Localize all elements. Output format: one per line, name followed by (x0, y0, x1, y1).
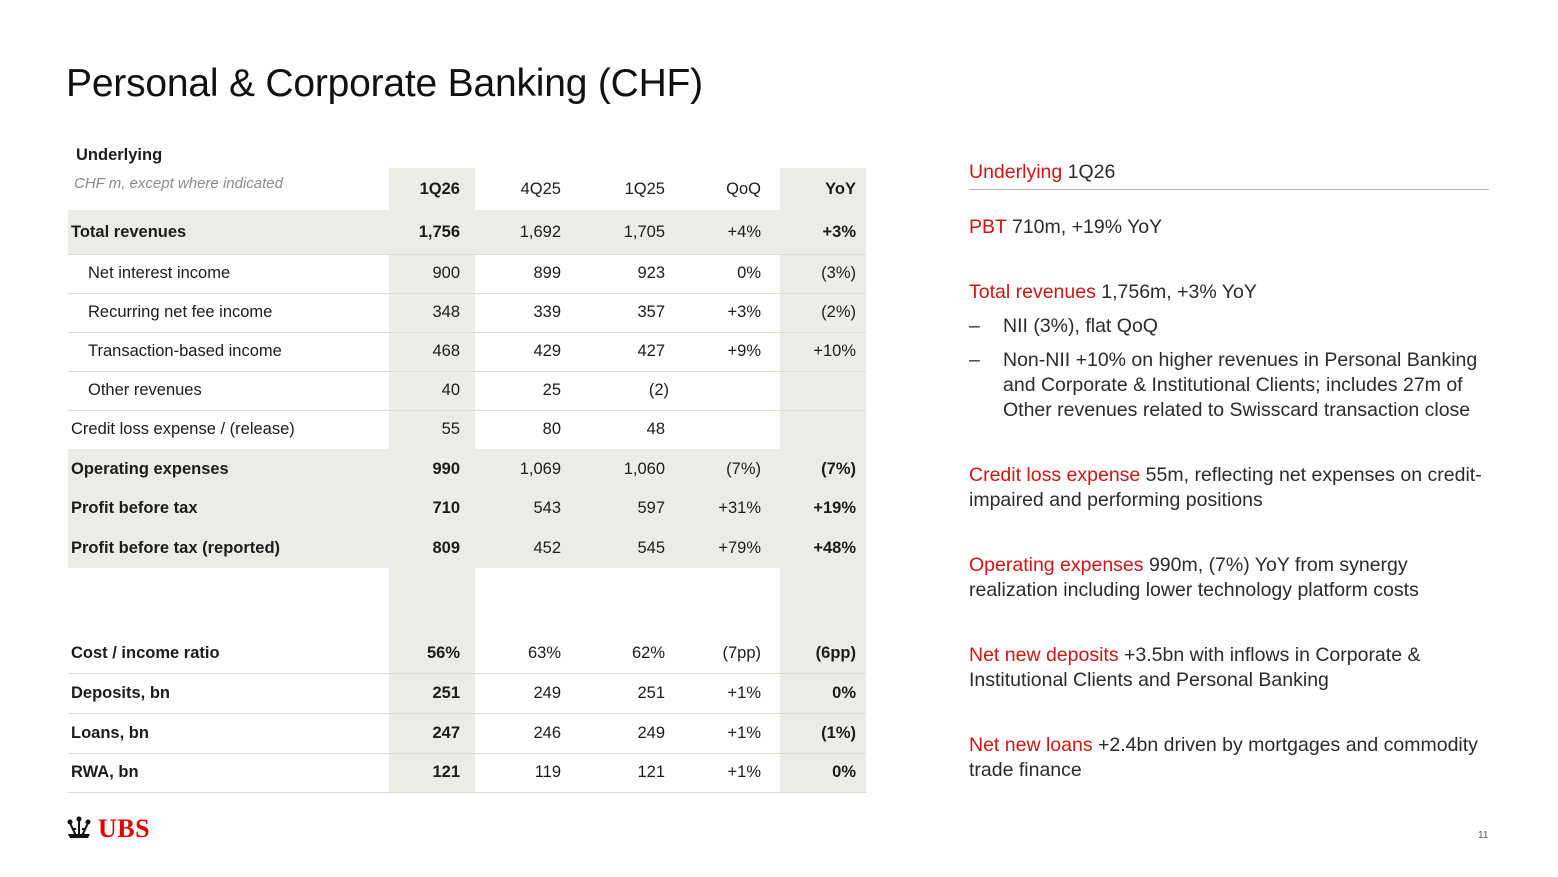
table-row-transaction-based-income (68, 332, 866, 372)
table-row-credit-loss-expense (68, 410, 866, 450)
cell-4q25: 543 (533, 499, 561, 517)
commentary-operating-expenses (969, 553, 1489, 603)
bullet-dash: – (969, 315, 980, 337)
cell-1q25: 923 (637, 264, 665, 282)
cell-qoq: +3% (727, 303, 761, 321)
cell-4q25: 1,069 (519, 459, 561, 478)
cell-1q25: 427 (637, 342, 665, 360)
row-label: Transaction-based income (88, 342, 282, 360)
cell-qoq: (7%) (726, 459, 761, 478)
commentary-credit-loss (969, 463, 1489, 513)
label-red: Credit loss expense (969, 464, 1141, 486)
cell-4q25: 63% (527, 643, 561, 662)
cell-qoq: (7pp) (722, 643, 761, 662)
row-label: Deposits, bn (71, 683, 171, 702)
cell-1q25: 62% (631, 643, 665, 662)
col-header-qoq: QoQ (726, 179, 761, 198)
cell-1q25: (2) (648, 381, 669, 399)
panel-heading (969, 160, 1489, 190)
commentary-panel (969, 160, 1489, 781)
cell-4q25: 452 (533, 538, 561, 557)
table-header-label: Underlying (76, 146, 163, 164)
bullet-text: Non-NII +10% on higher revenues in Personal Banking and Corporate & Institutional Clients; includes 27m of Other revenues related to Swisscard transaction close (1003, 349, 1478, 421)
cell-1q26: 348 (432, 303, 460, 321)
commentary-net-new-deposits (969, 643, 1489, 693)
cell-qoq: +1% (727, 683, 761, 702)
row-label: Total revenues (71, 222, 187, 241)
row-label: Loans, bn (71, 723, 149, 742)
row-label: RWA, bn (71, 763, 139, 781)
table-row-loans (68, 713, 866, 754)
label-text: 55m, reflecting net expenses on credit-impaired and performing positions (969, 464, 1482, 511)
cell-4q25: 429 (533, 342, 561, 360)
keys-icon (64, 814, 94, 844)
cell-4q25: 249 (533, 683, 561, 702)
cell-1q25: 251 (637, 683, 665, 702)
table-row-rwa (68, 753, 866, 793)
cell-1q26: 40 (441, 381, 460, 399)
table-row-cost-income-ratio (68, 633, 866, 674)
cell-1q25: 357 (637, 303, 665, 321)
cell-4q25: 899 (533, 264, 561, 282)
cell-1q26: 251 (432, 683, 460, 702)
cell-yoy (780, 371, 866, 410)
table-row-profit-before-tax (68, 489, 866, 529)
label-text: 990m, (7%) YoY from synergy realization including lower technology platform costs (969, 554, 1419, 601)
cell-4q25: 246 (533, 723, 561, 742)
table-row-operating-expenses (68, 449, 866, 490)
row-label: Cost / income ratio (71, 643, 220, 662)
row-label: Operating expenses (71, 459, 229, 478)
label-text: 1,756m, +3% YoY (1095, 281, 1257, 303)
table-header-subtitle: CHF m, except where indicated (74, 175, 283, 192)
cell-1q25: 48 (646, 420, 665, 438)
cell-qoq: +79% (718, 538, 761, 557)
page-title: Personal & Corporate Banking (CHF) (66, 62, 703, 105)
table-row-net-interest-income (68, 254, 866, 294)
label-red: Operating expenses (969, 554, 1144, 576)
table-row-profit-before-tax-reported (68, 528, 866, 568)
col-header-yoy: YoY (825, 179, 856, 198)
cell-yoy: +48% (813, 538, 856, 557)
table-row-total-revenues (68, 210, 866, 255)
cell-qoq (679, 371, 780, 410)
panel-heading-red: Underlying (969, 161, 1063, 183)
cell-qoq: 0% (737, 264, 761, 282)
col-header-1q25: 1Q25 (624, 179, 665, 198)
row-label: Recurring net fee income (88, 303, 273, 321)
panel-heading-period: 1Q26 (1062, 161, 1116, 183)
cell-yoy: 0% (832, 763, 856, 781)
row-label: Credit loss expense / (release) (71, 420, 295, 438)
cell-yoy: (7%) (821, 459, 856, 478)
cell-qoq: +1% (727, 723, 761, 742)
label-text: 710m, +19% YoY (1006, 216, 1163, 238)
cell-4q25: 339 (533, 303, 561, 321)
bullet-non-nii (969, 348, 1489, 423)
cell-1q26: 1,756 (418, 222, 460, 241)
label-text: +3.5bn with inflows in Corporate & Institutional Clients and Personal Banking (969, 644, 1421, 691)
cell-1q26: 247 (432, 723, 460, 742)
commentary-net-new-loans (969, 733, 1489, 783)
page-number: 11 (1478, 830, 1489, 841)
cell-1q25: 545 (637, 538, 665, 557)
cell-yoy: (2%) (821, 303, 856, 321)
cell-qoq: +31% (718, 499, 761, 517)
cell-qoq: +1% (727, 763, 761, 781)
cell-qoq: +4% (727, 222, 761, 241)
row-label: Profit before tax (71, 499, 198, 517)
cell-1q26: 56% (426, 643, 460, 662)
cell-1q25: 1,060 (623, 459, 665, 478)
cell-yoy (780, 410, 866, 449)
col-header-4q25: 4Q25 (520, 179, 561, 198)
cell-1q26: 55 (441, 420, 460, 438)
cell-yoy: 0% (832, 683, 856, 702)
cell-1q25: 597 (637, 499, 665, 517)
cell-yoy: +10% (813, 342, 856, 360)
commentary-pbt (969, 215, 1489, 240)
cell-1q26: 710 (432, 499, 460, 517)
cell-qoq: +9% (727, 342, 761, 360)
label-red: Net new loans (969, 734, 1093, 756)
cell-yoy: +19% (813, 499, 856, 517)
table-column-headers (68, 168, 866, 210)
table-row-deposits (68, 673, 866, 714)
cell-1q26: 809 (432, 538, 460, 557)
cell-4q25: 80 (542, 420, 561, 438)
logo-text: UBS (98, 814, 151, 843)
label-text: +2.4bn driven by mortgages and commodity trade finance (969, 734, 1478, 781)
commentary-total-revenues (969, 280, 1489, 305)
cell-yoy: +3% (822, 222, 856, 241)
cell-1q25: 1,705 (623, 222, 665, 241)
cell-4q25: 25 (542, 381, 561, 399)
cell-1q26: 468 (432, 342, 460, 360)
cell-1q26: 900 (432, 264, 460, 282)
table-row-other-revenues (68, 371, 866, 411)
bullet-nii (969, 314, 1489, 339)
row-label: Profit before tax (reported) (71, 538, 281, 557)
cell-qoq (679, 410, 780, 449)
ubs-logo (64, 814, 150, 844)
cell-1q26: 121 (432, 763, 460, 781)
bullet-dash: – (969, 349, 980, 371)
label-red: PBT (969, 216, 1007, 238)
cell-4q25: 1,692 (519, 222, 561, 241)
cell-1q26: 990 (432, 459, 460, 478)
label-red: Total revenues (969, 281, 1096, 303)
cell-1q25: 121 (637, 763, 665, 781)
row-label: Other revenues (88, 381, 202, 399)
cell-yoy: (6pp) (815, 643, 856, 662)
col-header-1q26: 1Q26 (419, 179, 460, 198)
table-row-recurring-net-fee-income (68, 293, 866, 333)
cell-1q25: 249 (637, 723, 665, 742)
label-red: Net new deposits (969, 644, 1119, 666)
row-label: Net interest income (88, 264, 231, 282)
cell-yoy: (1%) (821, 723, 856, 742)
bullet-text: NII (3%), flat QoQ (1003, 315, 1158, 337)
cell-4q25: 119 (534, 763, 561, 781)
cell-yoy: (3%) (821, 264, 856, 282)
